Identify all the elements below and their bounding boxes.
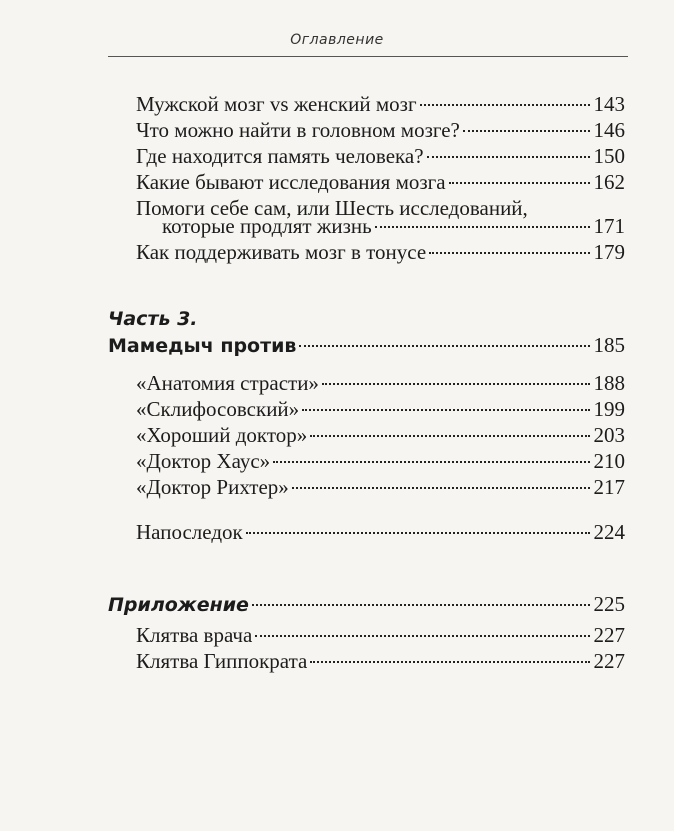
toc-entry-page: 227 xyxy=(593,649,625,673)
dot-leader xyxy=(449,182,590,184)
toc-entry xyxy=(136,91,625,117)
dot-leader xyxy=(375,226,590,228)
toc-entry xyxy=(136,448,625,474)
toc-entry xyxy=(136,169,625,195)
toc-entry-title: Какие бывают исследования мозга xyxy=(136,170,446,194)
toc-entry-title: которые продлят жизнь xyxy=(162,214,372,238)
toc-entry-page: 199 xyxy=(593,397,625,421)
toc-entry xyxy=(136,143,625,169)
dot-leader xyxy=(310,661,589,663)
part-page: 185 xyxy=(593,333,625,357)
toc-entry-title: «Доктор Рихтер» xyxy=(136,475,289,499)
toc-entry-title: Что можно найти в головном мозге? xyxy=(136,118,460,142)
appendix-page: 225 xyxy=(593,592,625,616)
toc-entry xyxy=(136,370,625,396)
toc-entry-title: «Анатомия страсти» xyxy=(136,371,319,395)
toc-entry xyxy=(136,422,625,448)
toc-entry-title: «Склифосовский» xyxy=(136,397,300,421)
dot-leader xyxy=(427,156,590,158)
dot-leader xyxy=(322,383,590,385)
dot-leader xyxy=(463,130,590,132)
toc-entry-page: 203 xyxy=(593,423,625,447)
toc-entry-page: 150 xyxy=(593,144,625,168)
toc-entry xyxy=(136,474,625,500)
dot-leader xyxy=(302,409,589,411)
dot-leader xyxy=(429,252,589,254)
appendix-heading xyxy=(108,591,625,618)
toc-entry-page: 171 xyxy=(593,214,625,238)
dot-leader xyxy=(299,345,589,347)
toc-entry-first-line: Помоги себе сам, или Шесть исследований, xyxy=(136,196,528,220)
toc-entry-page: 210 xyxy=(593,449,625,473)
toc-entry-page: 217 xyxy=(593,475,625,499)
toc-entry xyxy=(162,213,625,239)
appendix-title: Приложение xyxy=(108,594,249,616)
toc-entry-page: 179 xyxy=(593,240,625,264)
toc-entry xyxy=(136,117,625,143)
part-label: Часть 3. xyxy=(108,308,198,330)
toc-entry-title: «Хороший доктор» xyxy=(136,423,308,447)
part-title: Мамедыч против xyxy=(108,335,297,357)
toc-entry-page: 143 xyxy=(593,92,625,116)
toc-entry xyxy=(136,519,625,545)
toc-entry xyxy=(136,396,625,422)
toc-entry xyxy=(136,622,625,648)
toc-entry-page: 188 xyxy=(593,371,625,395)
toc-entry-title: Напоследок xyxy=(136,520,243,544)
toc-entry-title: Где находится память человека? xyxy=(136,144,424,168)
dot-leader xyxy=(310,435,589,437)
toc-entry-title: Как поддерживать мозг в тонусе xyxy=(136,240,427,264)
dot-leader xyxy=(292,487,590,489)
toc-entry-page: 227 xyxy=(593,623,625,647)
dot-leader xyxy=(273,461,589,463)
dot-leader xyxy=(246,532,590,534)
part-heading xyxy=(108,332,625,359)
toc-entry-page: 146 xyxy=(593,118,625,142)
toc-entry-title: Клятва врача xyxy=(136,623,253,647)
toc-entry-title: Мужской мозг vs женский мозг xyxy=(136,92,417,116)
toc-entry-title: Клятва Гиппократа xyxy=(136,649,308,673)
dot-leader xyxy=(255,635,589,637)
dot-leader xyxy=(252,604,590,606)
toc-entry xyxy=(136,648,625,674)
toc-entry-page: 162 xyxy=(593,170,625,194)
running-head: Оглавление xyxy=(290,32,384,48)
toc-entry-title: «Доктор Хаус» xyxy=(136,449,271,473)
dot-leader xyxy=(420,104,590,106)
toc-entry-page: 224 xyxy=(593,520,625,544)
toc-entry xyxy=(136,239,625,265)
